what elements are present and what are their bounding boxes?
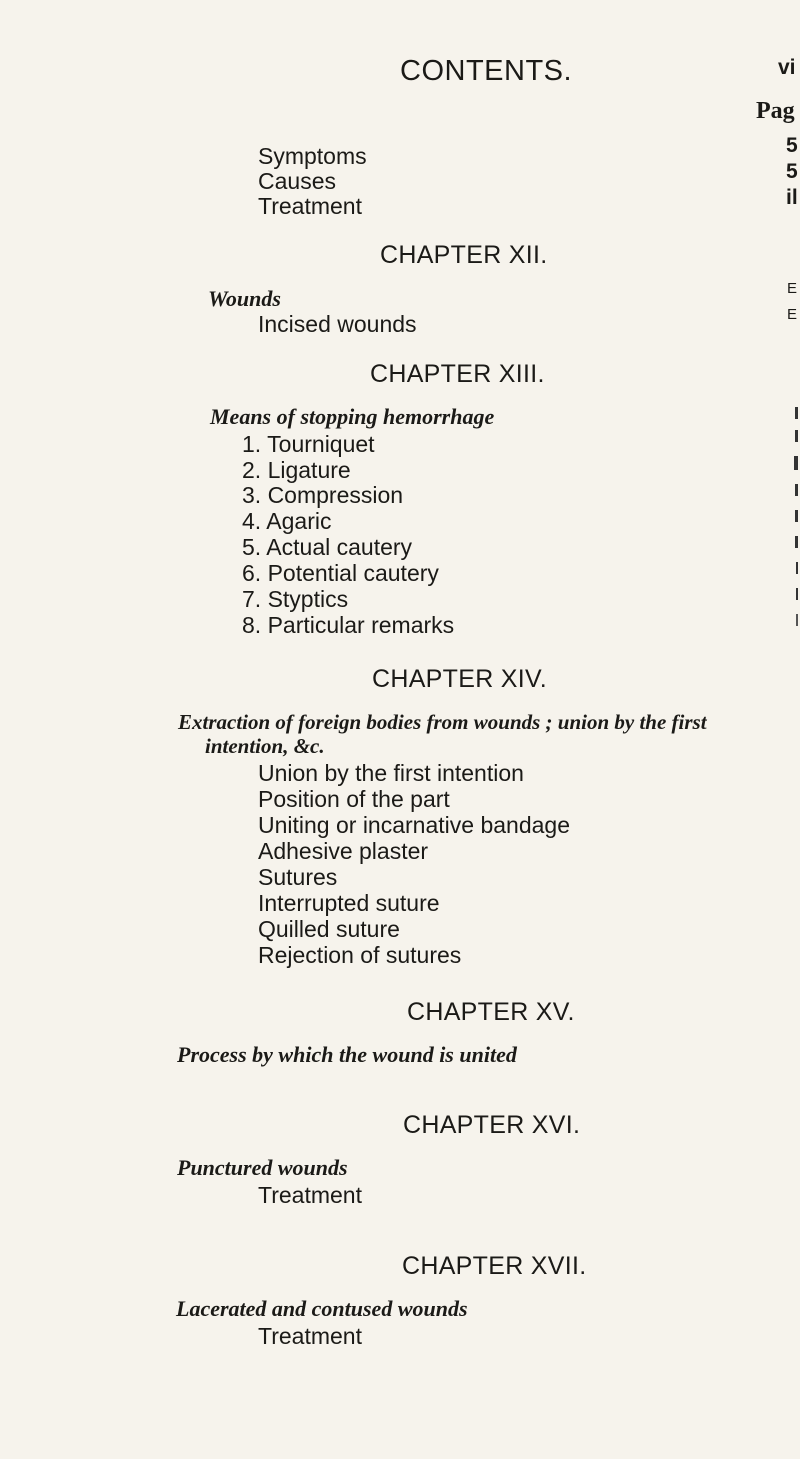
- chapter-heading: CHAPTER XIII.: [370, 360, 545, 388]
- page-column-label: Pag: [756, 98, 795, 124]
- toc-entry-page: E: [787, 306, 798, 323]
- section-title: Lacerated and contused wounds: [176, 1296, 468, 1321]
- chapter-heading: CHAPTER XII.: [380, 241, 548, 269]
- toc-entry: Treatment: [258, 1323, 362, 1349]
- cropped-page-number-mark: [796, 614, 798, 626]
- toc-entry: Uniting or incarnative bandage: [258, 812, 570, 838]
- toc-entry: 7. Styptics: [242, 586, 349, 612]
- toc-entry: Causes: [258, 168, 336, 194]
- toc-entry-page: E: [787, 280, 798, 297]
- toc-entry: Treatment: [258, 193, 362, 219]
- cropped-page-number-mark: [796, 562, 798, 574]
- chapter-heading: CHAPTER XVI.: [403, 1111, 581, 1139]
- toc-entry: Sutures: [258, 864, 338, 890]
- toc-entry: 6. Potential cautery: [242, 560, 439, 586]
- toc-entry: 4. Agaric: [242, 508, 332, 534]
- toc-entry-page: 5: [786, 160, 798, 183]
- toc-entry-page: 5: [786, 134, 798, 157]
- toc-entry-page: il: [786, 186, 798, 209]
- section-title-continued: intention, &c.: [205, 734, 325, 758]
- page-number: vi: [778, 56, 796, 79]
- toc-entry: Interrupted suture: [258, 890, 440, 916]
- section-title: Extraction of foreign bodies from wounds ; union by the first: [178, 710, 707, 734]
- toc-entry: Rejection of sutures: [258, 942, 462, 968]
- chapter-heading: CHAPTER XVII.: [402, 1252, 587, 1280]
- section-title: Means of stopping hemorrhage: [210, 404, 495, 429]
- chapter-heading: CHAPTER XV.: [407, 998, 575, 1026]
- toc-entry: Symptoms: [258, 143, 367, 169]
- chapter-heading: CHAPTER XIV.: [372, 665, 547, 693]
- page-title: CONTENTS.: [400, 55, 573, 87]
- toc-entry: Quilled suture: [258, 916, 400, 942]
- section-title: Wounds: [208, 286, 281, 311]
- cropped-page-number-mark: [795, 430, 798, 442]
- toc-entry: 2. Ligature: [242, 457, 351, 483]
- section-title: Punctured wounds: [177, 1155, 348, 1180]
- toc-entry: 8. Particular remarks: [242, 612, 455, 638]
- cropped-page-number-mark: [794, 456, 798, 470]
- cropped-page-number-mark: [795, 407, 798, 419]
- toc-entry: 5. Actual cautery: [242, 534, 413, 560]
- toc-entry: 1. Tourniquet: [242, 431, 375, 457]
- toc-entry: 3. Compression: [242, 482, 404, 508]
- section-title: Process by which the wound is united: [177, 1042, 517, 1067]
- cropped-page-number-mark: [795, 510, 798, 522]
- toc-entry: Incised wounds: [258, 311, 417, 337]
- cropped-page-number-mark: [795, 484, 798, 496]
- toc-entry: Adhesive plaster: [258, 838, 429, 864]
- toc-entry: Union by the first intention: [258, 760, 524, 786]
- toc-entry: Position of the part: [258, 786, 450, 812]
- cropped-page-number-mark: [796, 588, 798, 600]
- toc-entry: Treatment: [258, 1182, 362, 1208]
- cropped-page-number-mark: [795, 536, 798, 548]
